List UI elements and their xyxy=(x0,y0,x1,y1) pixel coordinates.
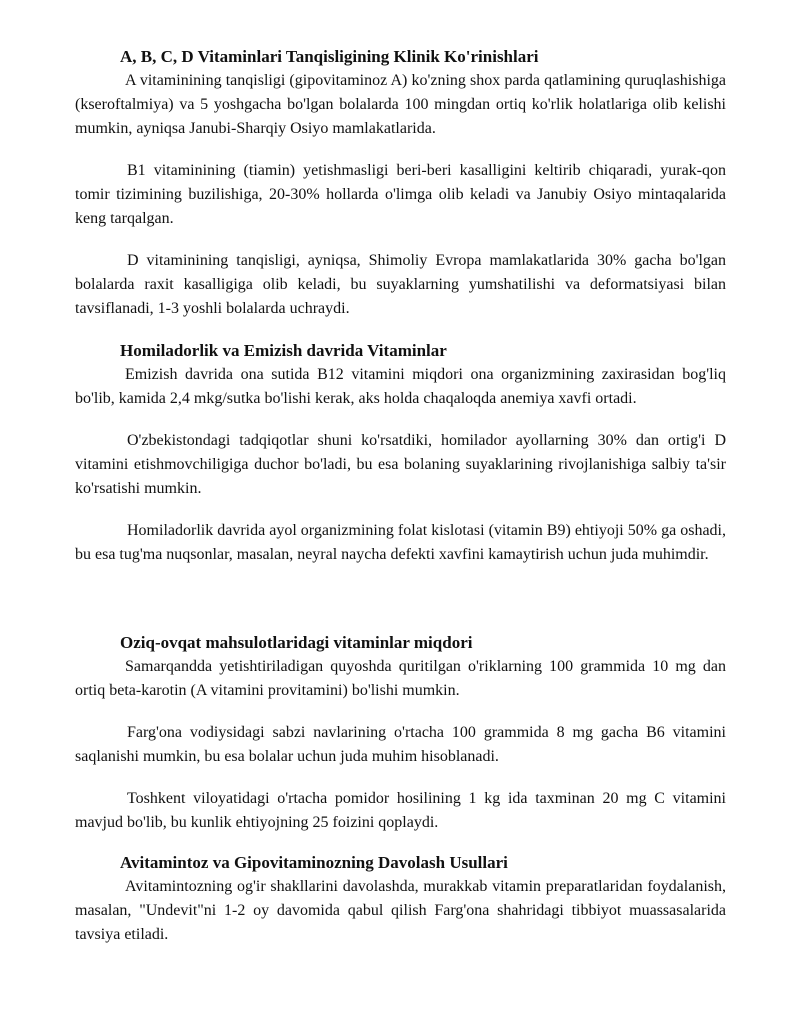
section-food-content xyxy=(75,631,726,835)
section-treatment xyxy=(75,851,726,947)
paragraph: Avitamintozning og'ir shakllarini davolashda, murakkab vitamin preparatlaridan foydalanish, masalan, "Undevit"ni 1-2 oy davomida qabul qilish Farg'ona shahridagi tibbiyot muassasalarida tavsiya etiladi. xyxy=(75,878,726,943)
section-heading: A, B, C, D Vitaminlari Tanqisligining Klinik Ko'rinishlari xyxy=(120,47,539,66)
paragraph: Toshkent viloyatidagi o'rtacha pomidor hosilining 1 kg ida taxminan 20 mg C vitamini mavjud bo'lib, bu kunlik ehtiyojning 25 foizini qoplaydi. xyxy=(75,790,726,831)
section-heading: Oziq-ovqat mahsulotlaridagi vitaminlar miqdori xyxy=(120,633,473,652)
paragraph: B1 vitaminining (tiamin) yetishmasligi beri-beri kasalligini keltirib chiqaradi, yurak-qon tomir tizimining buzilishiga, 20-30% hollarda o'limga olib keladi va Janubiy Osiyo mintaqalarida keng tarqalgan. xyxy=(75,162,726,227)
paragraph: Farg'ona vodiysidagi sabzi navlarining o'rtacha 100 grammida 8 mg gacha B6 vitamini saqlanishi mumkin, bu esa bolalar uchun juda muhim hisoblanadi. xyxy=(75,724,726,765)
section-clinical-signs xyxy=(75,45,726,321)
paragraph: A vitaminining tanqisligi (gipovitaminoz A) ko'zning shox parda qatlamining quruqlashishiga (kseroftalmiya) va 5 yoshgacha bo'lgan bolalarda 100 mingdan ortiq ko'rlik holatlariga olib kelishi mumkin, ayniqsa Janubi-Sharqiy Osiyo mamlakatlarida. xyxy=(75,72,726,137)
section-heading: Homiladorlik va Emizish davrida Vitaminlar xyxy=(120,341,447,360)
paragraph: D vitaminining tanqisligi, ayniqsa, Shimoliy Evropa mamlakatlarida 30% gacha bo'lgan bolalarda raxit kasalligiga olib keladi, bu suyaklarning yumshatilishi va deformatsiyasi bilan tavsiflanadi, 1-3 yoshli bolalarda uchraydi. xyxy=(75,252,726,317)
paragraph: Homiladorlik davrida ayol organizmining folat kislotasi (vitamin B9) ehtiyoji 50% ga oshadi, bu esa tug'ma nuqsonlar, masalan, neyral naycha defekti xavfini kamaytirish uchun juda muhimdir. xyxy=(75,522,726,563)
section-heading: Avitamintoz va Gipovitaminozning Davolash Usullari xyxy=(120,853,508,872)
paragraph: Samarqandda yetishtiriladigan quyoshda quritilgan o'riklarning 100 grammida 10 mg dan ortiq beta-karotin (A vitamini provitamini) bo'lishi mumkin. xyxy=(75,658,726,699)
section-pregnancy xyxy=(75,339,726,567)
paragraph: O'zbekistondagi tadqiqotlar shuni ko'rsatdiki, homilador ayollarning 30% dan ortig'i D vitamini etishmovchiligiga duchor bo'ladi, bu esa bolaning suyaklarining rivojlanishiga salbiy ta'sir ko'rsatishi mumkin. xyxy=(75,432,726,497)
paragraph: Emizish davrida ona sutida B12 vitamini miqdori ona organizmining zaxirasidan bog'liq bo'lib, kamida 2,4 mkg/sutka bo'lishi kerak, aks holda chaqaloqda anemiya xavfi ortadi. xyxy=(75,366,726,407)
